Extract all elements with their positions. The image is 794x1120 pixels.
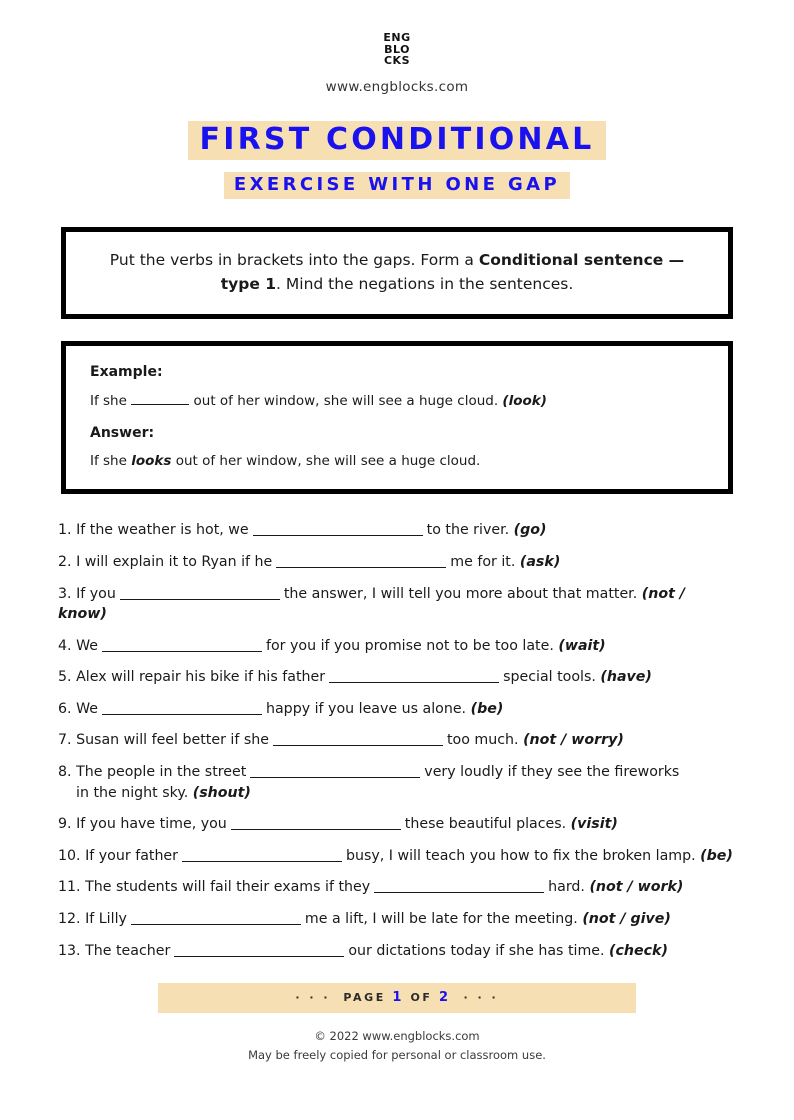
answer-sentence-pre: If she xyxy=(90,453,127,470)
instruction-text-part1: Put the verbs in brackets into the gaps. Form a xyxy=(109,250,479,269)
exercise-item xyxy=(58,814,736,835)
logo-line-2: BLO xyxy=(384,42,410,56)
exercise-answer-blank[interactable] xyxy=(102,637,262,652)
footer-copyright xyxy=(56,1027,738,1064)
banner-dots-right: · · · xyxy=(463,991,499,1005)
exercise-text-before-gap: If you xyxy=(76,585,116,602)
exercise-answer-blank[interactable] xyxy=(250,763,420,778)
exercise-text-before-gap: The students will fail their exams if they xyxy=(85,879,371,896)
example-verb: (look) xyxy=(502,392,547,409)
page-title: FIRST CONDITIONAL xyxy=(188,121,607,161)
example-box xyxy=(61,341,733,495)
exercise-text-after-gap: hard. xyxy=(548,879,585,896)
exercise-answer-blank[interactable] xyxy=(120,585,280,600)
exercise-verb-hint: (have) xyxy=(600,669,652,686)
exercise-item xyxy=(58,877,736,898)
exercise-item xyxy=(58,730,736,751)
answer-sentence xyxy=(90,451,704,471)
logo-header xyxy=(56,0,738,95)
exercise-answer-blank[interactable] xyxy=(131,910,301,925)
exercise-number: 9. xyxy=(58,816,72,833)
exercise-item xyxy=(58,762,736,803)
exercise-verb-hint: (ask) xyxy=(519,553,561,570)
logo-line-3: CKS xyxy=(383,54,411,67)
answer-filled-verb: looks xyxy=(131,453,172,470)
title-block xyxy=(56,121,738,199)
logo-line-1: ENG xyxy=(383,31,411,44)
exercise-answer-blank[interactable] xyxy=(182,847,342,862)
exercise-verb-hint: (be) xyxy=(700,847,733,864)
exercise-number: 10. xyxy=(58,847,81,864)
exercise-verb-hint: (go) xyxy=(513,522,547,539)
example-sentence xyxy=(90,391,704,411)
exercise-number: 5. xyxy=(58,669,72,686)
exercise-item xyxy=(58,667,736,688)
exercise-text-after-gap: our dictations today if she has time. xyxy=(348,942,605,959)
exercise-verb-hint: (be) xyxy=(470,700,504,717)
banner-dots-left: · · · xyxy=(295,991,331,1005)
exercise-text-after-gap: me a lift, I will be late for the meeting. xyxy=(304,911,578,928)
exercise-continuation-line xyxy=(58,783,736,804)
exercise-answer-blank[interactable] xyxy=(374,878,544,893)
exercise-item xyxy=(58,520,736,541)
exercise-verb-hint: (not / worry) xyxy=(523,732,624,749)
exercise-text-before-gap: We xyxy=(76,637,98,654)
exercise-item xyxy=(58,941,736,962)
instruction-box xyxy=(61,227,733,319)
copy-notice-line: May be freely copied for personal or classroom use. xyxy=(248,1047,546,1062)
exercise-number: 4. xyxy=(58,637,72,654)
site-url: www.engblocks.com xyxy=(325,78,469,95)
instruction-text-part2: . Mind the negations in the sentences. xyxy=(276,274,574,293)
exercise-text-before-gap: The people in the street xyxy=(76,764,247,781)
exercise-verb-hint: (not / give) xyxy=(582,911,671,928)
exercise-answer-blank[interactable] xyxy=(276,553,446,568)
exercise-text-before-gap: I will explain it to Ryan if he xyxy=(76,553,273,570)
example-label: Example: xyxy=(90,363,163,380)
exercise-text-after-gap: busy, I will teach you how to fix the broken lamp. xyxy=(346,847,696,864)
banner-page-number: 1 xyxy=(392,990,404,1006)
page-number-banner xyxy=(158,983,636,1013)
engblocks-logo xyxy=(383,32,410,67)
exercise-text-before-gap: If your father xyxy=(85,847,178,864)
exercise-number: 13. xyxy=(58,942,81,959)
exercise-answer-blank[interactable] xyxy=(329,668,499,683)
copyright-line: © 2022 www.engblocks.com xyxy=(314,1029,480,1044)
exercise-number: 7. xyxy=(58,732,72,749)
exercise-number: 2. xyxy=(58,553,72,570)
exercise-list xyxy=(56,520,738,961)
exercise-verb-hint: (shout) xyxy=(192,784,251,801)
exercise-answer-blank[interactable] xyxy=(102,700,262,715)
exercise-text-before-gap: Susan will feel better if she xyxy=(76,732,269,749)
exercise-item xyxy=(58,552,736,573)
exercise-verb-hint: (wait) xyxy=(558,637,606,654)
page-subtitle: EXERCISE WITH ONE GAP xyxy=(224,172,570,199)
exercise-answer-blank[interactable] xyxy=(273,731,443,746)
exercise-text-before-gap: The teacher xyxy=(85,942,171,959)
exercise-number: 6. xyxy=(58,700,72,717)
exercise-continuation-text: in the night sky. xyxy=(76,784,189,801)
example-sentence-post: out of her window, she will see a huge cloud. xyxy=(193,392,499,409)
exercise-text-after-gap: very loudly if they see the fireworks xyxy=(424,764,680,781)
exercise-answer-blank[interactable] xyxy=(253,521,423,536)
exercise-text-after-gap: the answer, I will tell you more about that matter. xyxy=(283,585,638,602)
exercise-text-before-gap: Alex will repair his bike if his father xyxy=(76,669,326,686)
exercise-number: 8. xyxy=(58,764,72,781)
example-sentence-pre: If she xyxy=(90,392,127,409)
exercise-item xyxy=(58,699,736,720)
exercise-text-after-gap: too much. xyxy=(446,732,519,749)
exercise-text-after-gap: for you if you promise not to be too late. xyxy=(266,637,554,654)
banner-of-word: OF xyxy=(410,991,433,1005)
exercise-text-after-gap: me for it. xyxy=(450,553,516,570)
exercise-text-after-gap: to the river. xyxy=(426,522,510,539)
banner-total-pages: 2 xyxy=(438,990,451,1006)
answer-label: Answer: xyxy=(90,425,155,442)
instruction-text-bold: Conditional sentence — type 1 xyxy=(220,250,685,293)
exercise-text-before-gap: If you have time, you xyxy=(76,816,227,833)
exercise-answer-blank[interactable] xyxy=(231,815,401,830)
banner-page-word: PAGE xyxy=(343,991,386,1005)
exercise-number: 1. xyxy=(58,522,72,539)
exercise-number: 12. xyxy=(58,911,81,928)
exercise-number: 11. xyxy=(58,879,81,896)
exercise-number: 3. xyxy=(58,585,72,602)
exercise-answer-blank[interactable] xyxy=(174,942,344,957)
exercise-verb-hint: (check) xyxy=(609,942,668,959)
exercise-item xyxy=(58,584,736,625)
exercise-text-before-gap: We xyxy=(76,700,98,717)
exercise-verb-hint: (visit) xyxy=(570,816,618,833)
exercise-text-before-gap: If Lilly xyxy=(85,911,127,928)
exercise-item xyxy=(58,909,736,930)
example-gap xyxy=(131,391,189,405)
exercise-text-after-gap: happy if you leave us alone. xyxy=(266,700,467,717)
exercise-text-before-gap: If the weather is hot, we xyxy=(76,522,249,539)
exercise-verb-hint: (not / know) xyxy=(58,585,685,623)
exercise-text-after-gap: these beautiful places. xyxy=(404,816,567,833)
answer-sentence-post: out of her window, she will see a huge cloud. xyxy=(175,453,481,470)
exercise-text-after-gap: special tools. xyxy=(503,669,596,686)
exercise-item xyxy=(58,846,736,867)
exercise-item xyxy=(58,636,736,657)
exercise-verb-hint: (not / work) xyxy=(589,879,684,896)
